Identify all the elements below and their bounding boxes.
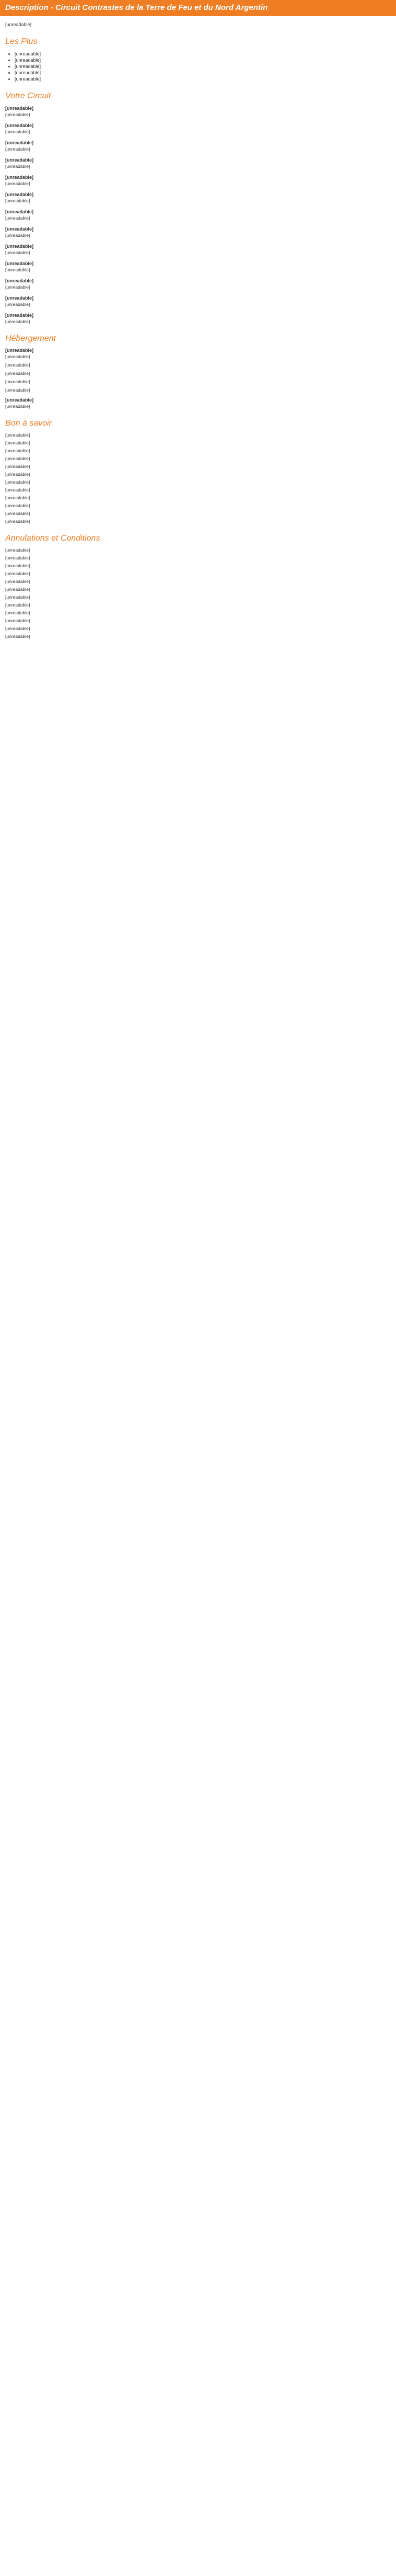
- circuit-days: [5, 105, 391, 325]
- hotel-line: [unreadable]: [5, 362, 30, 368]
- day-block: [5, 260, 391, 273]
- note-line: [unreadable]: [5, 519, 30, 524]
- note-line: [unreadable]: [5, 511, 30, 516]
- note-line: [unreadable]: [5, 479, 30, 485]
- day-title: [unreadable]: [5, 192, 34, 197]
- day-text: [unreadable]: [5, 198, 30, 203]
- day-title: [unreadable]: [5, 261, 34, 266]
- section-title-circuit: Votre Circuit: [5, 91, 51, 100]
- les-plus-list: [15, 51, 391, 82]
- day-title: [unreadable]: [5, 209, 34, 214]
- note-line: [unreadable]: [5, 555, 30, 560]
- day-text: [unreadable]: [5, 302, 30, 307]
- note-line: [unreadable]: [5, 587, 30, 592]
- day-text: [unreadable]: [5, 181, 30, 186]
- note-line: [unreadable]: [5, 448, 30, 453]
- note-line: [unreadable]: [5, 440, 30, 445]
- note-line: [unreadable]: [5, 602, 30, 608]
- day-block: [5, 105, 391, 118]
- section-title-bon-a-savoir: Bon à savoir: [5, 419, 52, 428]
- content: [0, 21, 396, 639]
- hotel-line: [unreadable]: [5, 379, 30, 384]
- day-text: [unreadable]: [5, 129, 30, 134]
- section-title-les-plus: Les Plus: [5, 37, 38, 46]
- hotels-title: [unreadable]: [5, 348, 34, 353]
- note-line: [unreadable]: [5, 594, 30, 600]
- hebergement-block: [5, 348, 391, 409]
- hotel-line: [unreadable]: [5, 387, 30, 393]
- bon-a-savoir-block: [5, 432, 391, 524]
- page-title: Description - Circuit Contrastes de la Terre de Feu et du Nord Argentin: [5, 3, 268, 12]
- day-title: [unreadable]: [5, 106, 34, 111]
- note-line: [unreadable]: [5, 432, 30, 438]
- day-title: [unreadable]: [5, 123, 34, 128]
- day-text: [unreadable]: [5, 164, 30, 169]
- note-line: [unreadable]: [5, 487, 30, 493]
- list-item: • [unreadable]: [15, 57, 391, 63]
- note-line: [unreadable]: [5, 547, 30, 553]
- day-block: [5, 157, 391, 169]
- day-block: [5, 295, 391, 307]
- note-line: [unreadable]: [5, 626, 30, 631]
- day-title: [unreadable]: [5, 175, 34, 180]
- day-block: [5, 312, 391, 325]
- page: [0, 0, 396, 661]
- day-title: [unreadable]: [5, 226, 34, 232]
- day-block: [5, 122, 391, 135]
- day-text: [unreadable]: [5, 284, 30, 290]
- section-title-hebergement: Hébergement: [5, 334, 56, 343]
- day-text: [unreadable]: [5, 267, 30, 272]
- hotel-line: [unreadable]: [5, 354, 30, 359]
- list-item: • [unreadable]: [15, 63, 391, 70]
- day-block: [5, 278, 391, 290]
- day-title: [unreadable]: [5, 313, 34, 318]
- hotel-line: [unreadable]: [5, 371, 30, 376]
- day-text: [unreadable]: [5, 233, 30, 238]
- day-block: [5, 243, 391, 256]
- page-title-banner: [0, 0, 396, 16]
- note-line: [unreadable]: [5, 495, 30, 500]
- day-text: [unreadable]: [5, 215, 30, 221]
- day-title: [unreadable]: [5, 278, 34, 283]
- day-block: [5, 140, 391, 152]
- note-line: [unreadable]: [5, 579, 30, 584]
- day-text: [unreadable]: [5, 146, 30, 152]
- day-title: [unreadable]: [5, 157, 34, 163]
- list-item: • [unreadable]: [15, 51, 391, 57]
- day-text: [unreadable]: [5, 250, 30, 255]
- classification-text: [unreadable]: [5, 404, 30, 409]
- list-item: • [unreadable]: [15, 76, 391, 82]
- annulations-block: [5, 547, 391, 639]
- note-line: [unreadable]: [5, 610, 30, 615]
- note-line: [unreadable]: [5, 472, 30, 477]
- classification-title: [unreadable]: [5, 397, 34, 403]
- day-block: [5, 209, 391, 221]
- note-line: [unreadable]: [5, 563, 30, 568]
- day-block: [5, 226, 391, 238]
- day-title: [unreadable]: [5, 295, 34, 301]
- note-line: [unreadable]: [5, 464, 30, 469]
- day-text: [unreadable]: [5, 112, 30, 117]
- day-title: [unreadable]: [5, 140, 34, 145]
- note-line: [unreadable]: [5, 456, 30, 461]
- list-item: • [unreadable]: [15, 70, 391, 76]
- day-block: [5, 174, 391, 187]
- day-title: [unreadable]: [5, 244, 34, 249]
- note-line: [unreadable]: [5, 634, 30, 639]
- day-text: [unreadable]: [5, 319, 30, 324]
- note-line: [unreadable]: [5, 618, 30, 623]
- note-line: [unreadable]: [5, 503, 30, 508]
- section-title-annulations: Annulations et Conditions: [5, 534, 100, 543]
- note-line: [unreadable]: [5, 571, 30, 576]
- intro-text: [unreadable]: [5, 22, 32, 27]
- day-block: [5, 191, 391, 204]
